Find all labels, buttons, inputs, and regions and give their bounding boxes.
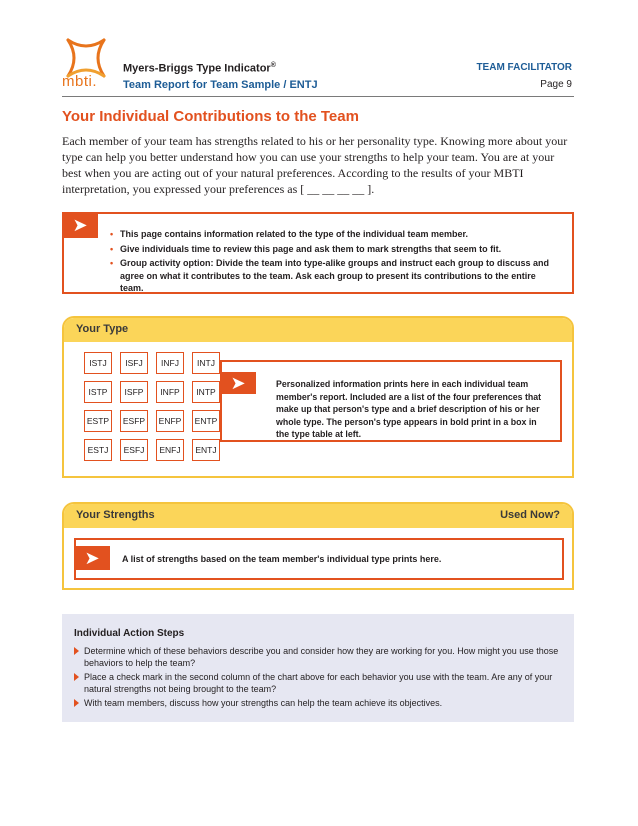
type-cell: ISFJ (120, 352, 148, 374)
action-steps-list (74, 645, 564, 709)
type-cell: ESTJ (84, 439, 112, 461)
header-divider (62, 96, 574, 97)
page-number: Page 9 (540, 79, 572, 90)
intro-paragraph: Each member of your team has strengths related to his or her personality type. Knowing more about your type can help you better understand how you can use your strengths to help your team. You are at your best when you are acting out of your natural preferences. According to the results of your MBTI interpretation, you expressed your preferences as [ __ __ __ __ ]. (62, 134, 568, 196)
your-type-heading: Your Type (76, 323, 129, 335)
your-strengths-panel (62, 502, 574, 590)
type-cell: ESFJ (120, 439, 148, 461)
facilitator-note-box (62, 212, 574, 294)
type-cell: ENTP (192, 410, 220, 432)
action-steps-heading: Individual Action Steps (74, 628, 185, 639)
type-cell: INTJ (192, 352, 220, 374)
type-cell: ISTJ (84, 352, 112, 374)
your-type-panel (62, 316, 574, 478)
list-item: • Group activity option: Divide the team into type-alike groups and instruct each group to discuss and agree on what it contributes to the team. Ask each group to present its contributions to the entire team. (110, 257, 560, 295)
type-description-box (220, 360, 562, 442)
triangle-bullet-icon (74, 699, 79, 707)
report-subtitle: Team Report for Team Sample / ENTJ (123, 79, 318, 91)
action-steps-box (62, 614, 574, 722)
arrow-right-icon: ➤ (220, 372, 256, 394)
used-now-column-label: Used Now? (500, 509, 560, 521)
triangle-bullet-icon (74, 647, 79, 655)
type-cell: ISFP (120, 381, 148, 403)
list-item: With team members, discuss how your strengths can help the team achieve its objectives. (74, 697, 564, 709)
list-item: Determine which of these behaviors describe you and consider how they are working for you. How might you use those behaviors to help the team? (74, 645, 564, 669)
type-cell: ESFP (120, 410, 148, 432)
strengths-box (74, 538, 564, 580)
strengths-placeholder: A list of strengths based on the team member's individual type prints here. (122, 554, 442, 564)
your-strengths-heading: Your Strengths (76, 509, 155, 521)
type-cell: ENFJ (156, 439, 184, 461)
page-title: Your Individual Contributions to the Team (62, 108, 359, 125)
section-label: TEAM FACILITATOR (476, 62, 572, 73)
triangle-bullet-icon (74, 673, 79, 681)
type-cell: ENTJ (192, 439, 220, 461)
type-table (84, 352, 220, 461)
logo-text: mbti. (62, 73, 98, 90)
panel-header (64, 318, 572, 342)
type-cell: ISTP (84, 381, 112, 403)
type-cell: INFP (156, 381, 184, 403)
panel-header (64, 504, 572, 528)
arrow-right-icon: ➤ (62, 212, 98, 238)
type-cell: ENFP (156, 410, 184, 432)
type-cell: ESTP (84, 410, 112, 432)
type-cell: INTP (192, 381, 220, 403)
list-item: • This page contains information related to the type of the individual team member. (110, 228, 560, 241)
type-cell: INFJ (156, 352, 184, 374)
list-item: • Give individuals time to review this page and ask them to mark strengths that seem to fit. (110, 243, 560, 256)
list-item: Place a check mark in the second column of the chart above for each behavior you use with the team. Are any of your natural strengths not being brought to the team? (74, 671, 564, 695)
type-description: Personalized information prints here in each individual team member's report. Included are a list of the four preferences that make up that person's type and a brief description of his or her whole type. The person's type appears in bold print in a box in the type table at left. (276, 379, 542, 439)
facilitator-note-list (110, 228, 560, 297)
arrow-right-icon: ➤ (74, 546, 110, 570)
report-title: Myers-Briggs Type Indicator® (123, 62, 276, 75)
